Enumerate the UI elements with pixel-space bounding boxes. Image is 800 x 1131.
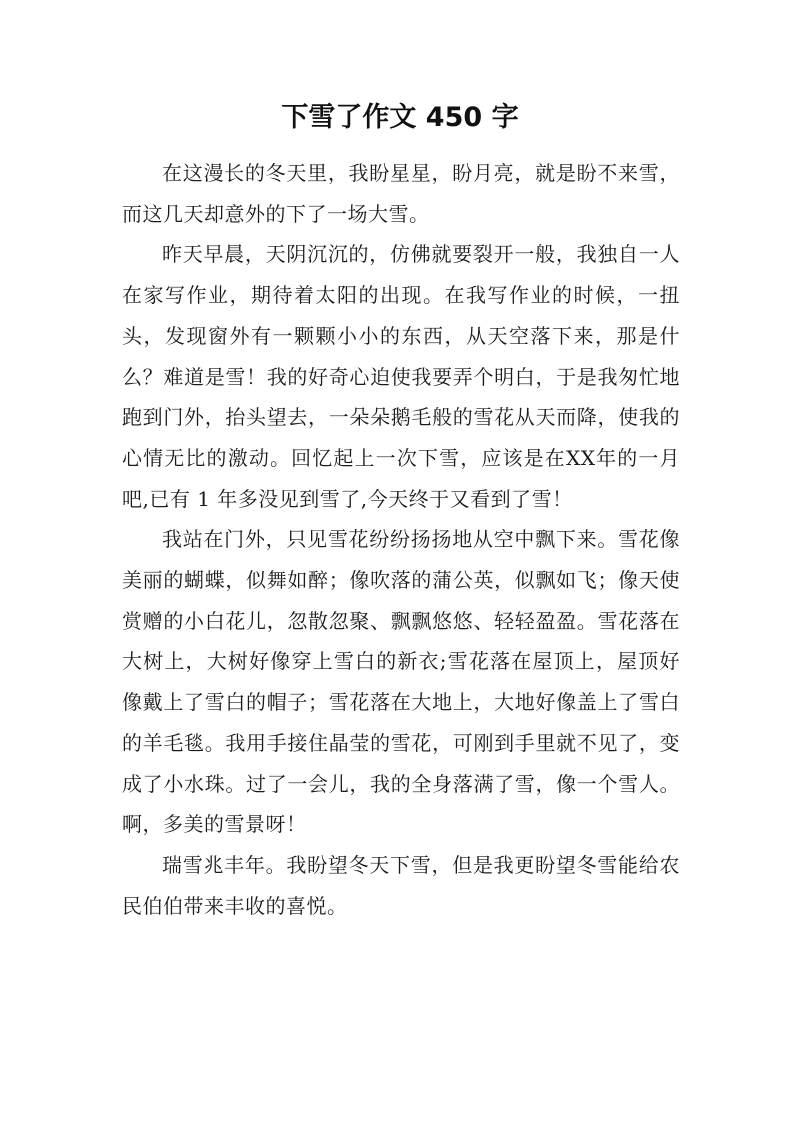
paragraph-1: 在这漫长的冬天里，我盼星星，盼月亮，就是盼不来雪，而这几天却意外的下了一场大雪。: [122, 161, 680, 226]
paragraph-3: 我站在门外，只见雪花纷纷扬扬地从空中飘下来。雪花像美丽的蝴蝶，似舞如醉；像吹落的蒲公英，似飘如飞；像天使赏赠的小白花儿，忽散忽聚、飘飘悠悠、轻轻盈盈。雪花落在大树上，大树好像穿上雪白的新衣;雪花落在屋顶上，屋顶好像戴上了雪白的帽子；雪花落在大地上，大地好像盖上了雪白的羊毛毯。我用手接住晶莹的雪花，可刚到手里就不见了，变成了小水珠。过了一会儿，我的全身落满了雪，像一个雪人。啊，多美的雪景呀！: [122, 527, 680, 837]
paragraph-2: 昨天早晨，天阴沉沉的，仿佛就要裂开一般，我独自一人在家写作业，期待着太阳的出现。在我写作业的时候，一扭头，发现窗外有一颗颗小小的东西，从天空落下来，那是什么？难道是雪！我的好奇心迫使我要弄个明白，于是我匆忙地跑到门外，抬头望去，一朵朵鹅毛般的雪花从天而降，使我的心情无比的激动。回忆起上一次下雪，应该是在XX年的一月吧,已有 1 年多没见到雪了,今天终于又看到了雪！: [122, 242, 680, 511]
document-title: 下雪了作文 450 字: [281, 102, 519, 133]
essay-body: [122, 153, 680, 926]
paragraph-4: 瑞雪兆丰年。我盼望冬天下雪，但是我更盼望冬雪能给农民伯伯带来丰收的喜悦。: [122, 852, 680, 918]
